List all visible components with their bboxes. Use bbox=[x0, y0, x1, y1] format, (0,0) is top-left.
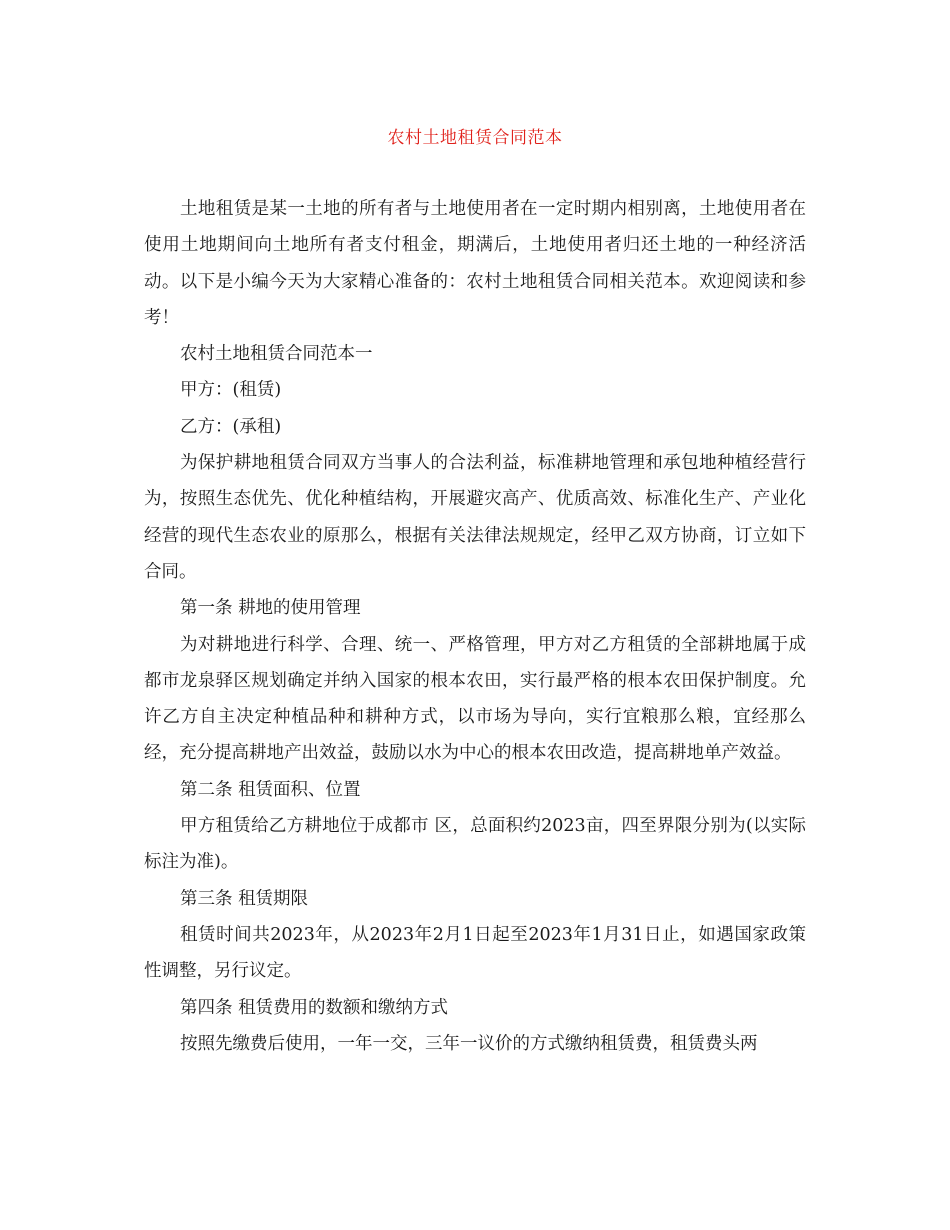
article-4-body: 按照先缴费后使用，一年一交，三年一议价的方式缴纳租赁费，租赁费头两 bbox=[180, 1033, 758, 1054]
article-2-heading: 第二条 租赁面积、位置 bbox=[180, 779, 361, 800]
document-title: 农村土地租赁合同范本 bbox=[387, 128, 563, 148]
preamble-paragraph: 为保护耕地租赁合同双方当事人的合法利益，标准耕地管理和承包地种植经营行为，按照生态优先、优化种植结构，开展避灾高产、优质高效、标准化生产、产业化经营的现代生态农业的原那么，根据有关法律法规规定，经甲乙双方协商，订立如下合同。 bbox=[144, 453, 806, 582]
party-a-line: 甲方：(租赁) bbox=[180, 380, 282, 401]
article-1-body: 为对耕地进行科学、合理、统一、严格管理，甲方对乙方租赁的全部耕地属于成都市龙泉驿区规划确定并纳入国家的根本农田，实行最严格的根本农田保护制度。允许乙方自主决定种植品种和耕种方式，以市场为导向，实行宜粮那么粮，宜经那么经，充分提高耕地产出效益，鼓励以水为中心的根本农田改造，提高耕地单产效益。 bbox=[144, 634, 806, 764]
article-3-heading: 第三条 租赁期限 bbox=[180, 888, 309, 909]
document-body bbox=[144, 191, 806, 1062]
intro-paragraph: 土地租赁是某一土地的所有者与土地使用者在一定时期内相别离，土地使用者在使用土地期间向土地所有者支付租金，期满后，土地使用者归还土地的一种经济活动。以下是小编今天为大家精心准备的：农村土地租赁合同相关范本。欢迎阅读和参考！ bbox=[144, 199, 806, 328]
article-1-heading: 第一条 耕地的使用管理 bbox=[180, 598, 361, 619]
contract-subtitle: 农村土地租赁合同范本一 bbox=[180, 344, 373, 365]
article-4-heading: 第四条 租赁费用的数额和缴纳方式 bbox=[180, 997, 449, 1018]
party-b-line: 乙方：(承租) bbox=[180, 416, 282, 437]
article-3-body: 租赁时间共2023年，从2023年2月1日起至2023年1月31日止，如遇国家政策性调整，另行议定。 bbox=[144, 924, 806, 982]
article-2-body: 甲方租赁给乙方耕地位于成都市 区，总面积约2023亩，四至界限分别为(以实际标注为准)。 bbox=[144, 816, 806, 873]
